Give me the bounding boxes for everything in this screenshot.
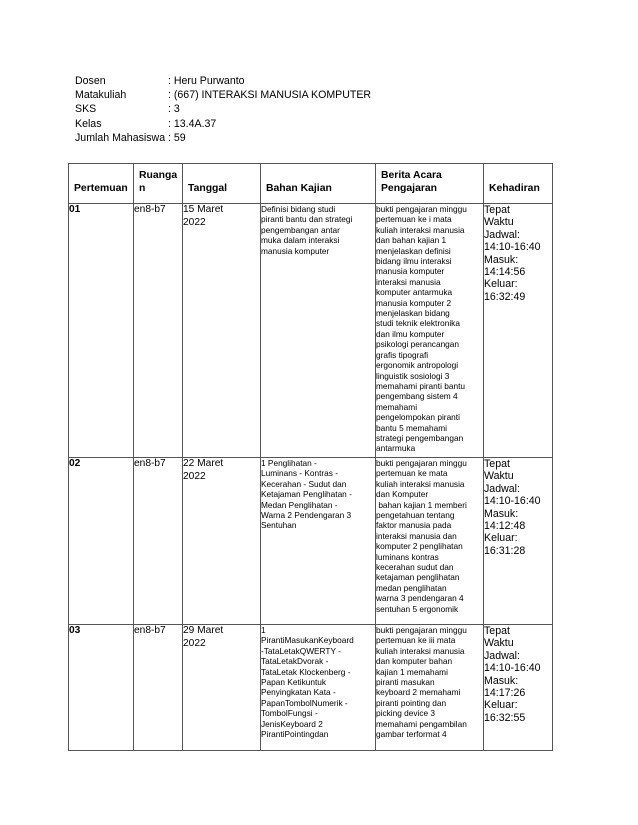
table-header-row xyxy=(69,164,553,204)
kehadiran-line: 16:31:28 xyxy=(484,544,526,557)
cell-ruangan: en8-b7 xyxy=(134,458,183,625)
kehadiran-line: Masuk: xyxy=(484,253,519,266)
info-row-dosen xyxy=(75,74,371,88)
kehadiran-line: 14:10-16:40 xyxy=(484,495,541,508)
kehadiran-line: Keluar: xyxy=(484,532,518,545)
cell-tanggal: 29 Maret 2022 xyxy=(183,625,261,751)
cell-bahan-kajian: 1 Penglihatan - Luminans - Kontras - Kecerahan - Sudut dan Ketajaman Penglihatan - Medan Penglihatan - Warna 2 Pendengaran 3 Sentuhan xyxy=(261,458,376,625)
info-row-jumlah-mahasiswa xyxy=(75,131,371,145)
attendance-table xyxy=(68,163,553,751)
info-value: : (667) INTERAKSI MANUSIA KOMPUTER xyxy=(168,89,372,102)
header-ruangan: Ruangan xyxy=(134,164,183,204)
info-label: Dosen xyxy=(75,75,106,87)
header-pertemuan: Pertemuan xyxy=(69,164,134,204)
table-row xyxy=(69,204,553,458)
info-value: : Heru Purwanto xyxy=(168,75,245,87)
kehadiran-line: Keluar: xyxy=(484,699,518,712)
kehadiran-line: 14:10-16:40 xyxy=(484,662,541,675)
header-tanggal: Tanggal xyxy=(183,164,261,204)
info-row-matakuliah xyxy=(75,88,371,102)
kehadiran-line: Jadwal: xyxy=(484,228,520,241)
kehadiran-line: Masuk: xyxy=(484,674,519,687)
kehadiran-line: Jadwal: xyxy=(484,649,520,662)
kehadiran-line: Waktu xyxy=(484,637,514,650)
info-label: Kelas xyxy=(75,117,102,130)
kehadiran-line: Masuk: xyxy=(484,507,519,520)
table-row xyxy=(69,625,553,751)
kehadiran-line: 14:12:48 xyxy=(484,520,526,533)
kehadiran-line: 14:10-16:40 xyxy=(484,241,541,254)
info-value: : 13.4A.37 xyxy=(168,117,217,130)
kehadiran-line: 14:17:26 xyxy=(484,687,526,700)
cell-tanggal: 15 Maret 2022 xyxy=(183,204,261,458)
kehadiran-line: Waktu xyxy=(484,470,514,483)
header-kehadiran: Kehadiran xyxy=(484,164,553,204)
cell-pertemuan: 01 xyxy=(69,204,134,458)
kehadiran-line: Jadwal: xyxy=(484,482,520,495)
table-row xyxy=(69,458,553,625)
header-bahan-kajian: Bahan Kajian xyxy=(261,164,376,204)
info-value: : 59 xyxy=(168,131,186,144)
cell-kehadiran xyxy=(484,625,553,751)
info-row-sks xyxy=(75,102,371,116)
cell-berita-acara: bukti pengajaran minggu pertemuan ke iii mata kuliah interaksi manusia dan komputer bahan kajian 1 memahami piranti masukan keyboard 2 memahami piranti pointing dan picking device 3 memahami pengambilan gambar terformat 4 xyxy=(376,625,484,751)
kehadiran-line: Tepat xyxy=(484,458,510,470)
cell-pertemuan: 03 xyxy=(69,625,134,751)
info-label: SKS xyxy=(75,103,97,116)
info-row-kelas xyxy=(75,117,371,131)
kehadiran-line: Keluar: xyxy=(484,278,518,291)
kehadiran-line: 16:32:55 xyxy=(484,711,526,724)
cell-kehadiran xyxy=(484,204,553,458)
header-berita-acara: Berita Acara Pengajaran xyxy=(376,164,484,204)
kehadiran-line: Tepat xyxy=(484,204,510,216)
cell-kehadiran xyxy=(484,458,553,625)
kehadiran-line: 16:32:49 xyxy=(484,290,526,303)
kehadiran-line: Waktu xyxy=(484,216,514,229)
info-value: : 3 xyxy=(168,103,180,116)
cell-pertemuan: 02 xyxy=(69,458,134,625)
cell-bahan-kajian: Definisi bidang studi piranti bantu dan strategi pengembangan antar muka dalam interaksi manusia komputer xyxy=(261,204,376,458)
kehadiran-line: 14:14:56 xyxy=(484,266,526,279)
cell-tanggal: 22 Maret 2022 xyxy=(183,458,261,625)
cell-ruangan: en8-b7 xyxy=(134,204,183,458)
info-label: Matakuliah xyxy=(75,89,127,102)
course-info xyxy=(75,74,371,145)
cell-bahan-kajian: 1 PirantiMasukanKeyboard -TataLetakQWERTY - TataLetakDvorak - TataLetak Klockenberg - Papan Ketikuntuk Penyingkatan Kata - PapanTombolNumerik - TombolFungsi - JenisKeyboard 2 PirantiPointingdan xyxy=(261,625,376,751)
info-label: Jumlah Mahasiswa xyxy=(75,131,166,144)
cell-berita-acara: bukti pengajaran minggu pertemuan ke i mata kuliah interaksi manusia dan bahan kajian 1 menjelaskan definisi bidang ilmu interaksi manusia komputer interaksi manusia komputer antarmuka manusia komputer 2 menjelaskan bidang studi teknik elektronika dan ilmu komputer psikologi perancangan grafis tipografi ergonomik antropologi linguistik sosiologi 3 memahami piranti bantu pengembang sistem 4 memahami pengelompokan piranti bantu 5 memahami strategi pengembangan antarmuka xyxy=(376,204,484,458)
cell-ruangan: en8-b7 xyxy=(134,625,183,751)
cell-berita-acara: bukti pengajaran minggu pertemuan ke mata kuliah interaksi manusia dan Komputer bahan kajian 1 memberi pengetahuan tentang faktor manusia pada interaksi manusia dan komputer 2 penglihatan luminans kontras kecerahan sudut dan ketajaman penglihatan medan penglihatan warna 3 pendengaran 4 sentuhan 5 ergonomik xyxy=(376,458,484,625)
kehadiran-line: Tepat xyxy=(484,625,510,637)
